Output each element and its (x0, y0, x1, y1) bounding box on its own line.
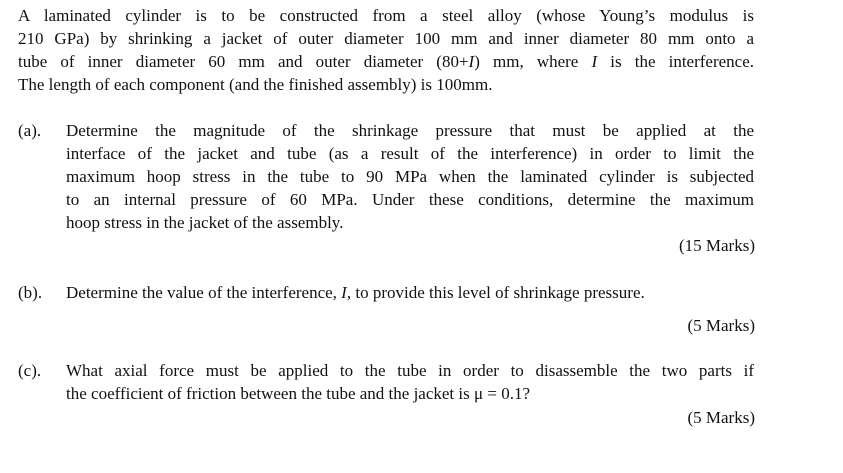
intro-line: tube of inner diameter 60 mm and outer diameter (80+I) mm, where I is the interference. (18, 52, 755, 71)
part-a-line: hoop stress in the jacket of the assembly. (66, 213, 344, 232)
intro-line: The length of each component (and the finished assembly) is 100mm. (18, 75, 493, 94)
part-a-line: to an internal pressure of 60 MPa. Under these conditions, determine the maximum (66, 190, 754, 209)
part-a-line: interface of the jacket and tube (as a result of the interference) in order to limit the (66, 144, 754, 163)
part-b-line: Determine the value of the interference, I, to provide this level of shrinkage pressure. (66, 283, 645, 302)
part-label: (a). (18, 121, 42, 140)
marks-label: (5 Marks) (687, 408, 755, 427)
marks-label: (5 Marks) (687, 316, 755, 335)
part-label: (b). (18, 283, 43, 302)
intro-line: 210 GPa) by shrinking a jacket of outer diameter 100 mm and inner diameter 80 mm onto a (18, 29, 754, 48)
part-label: (c). (18, 361, 42, 380)
part-c-line: the coefficient of friction between the tube and the jacket is μ = 0.1? (66, 384, 530, 403)
intro-line: A laminated cylinder is to be constructed from a steel alloy (whose Young’s modulus is (18, 6, 754, 25)
marks-label: (15 Marks) (678, 236, 755, 255)
part-a-line: Determine the magnitude of the shrinkage pressure that must be applied at the (66, 121, 754, 140)
part-c-line: What axial force must be applied to the tube in order to disassemble the two parts if (66, 361, 754, 380)
part-a-line: maximum hoop stress in the tube to 90 MPa when the laminated cylinder is subjected (66, 167, 754, 186)
